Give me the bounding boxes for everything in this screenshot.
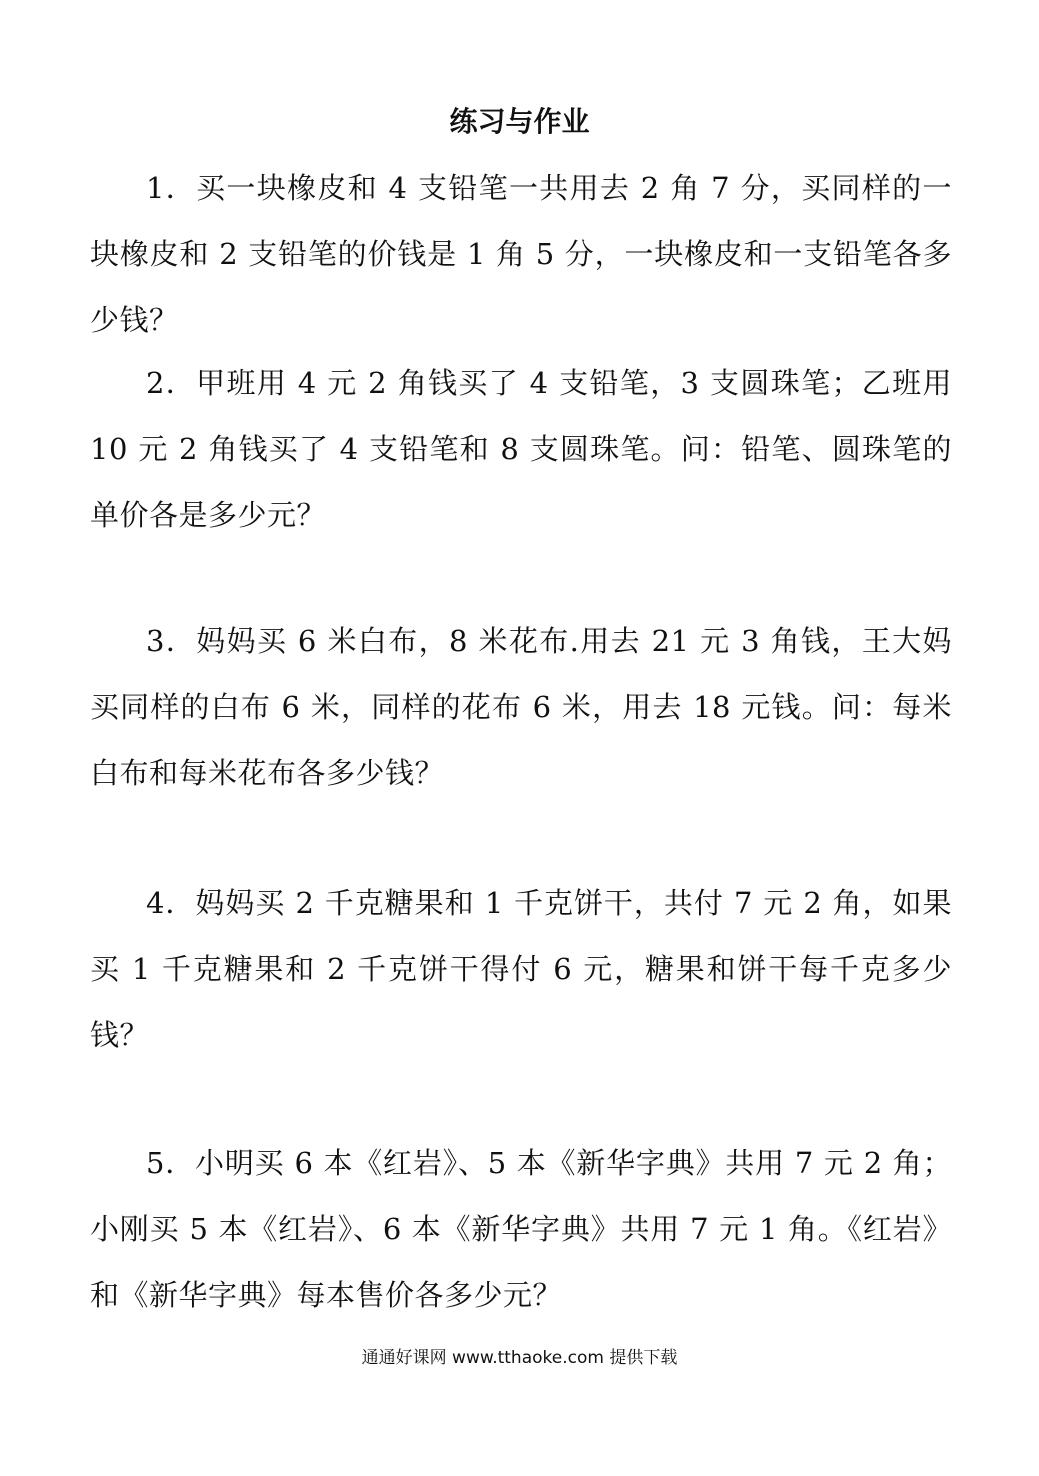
page-title: 练习与作业	[449, 105, 590, 138]
problem-2: 2．甲班用 4 元 2 角钱买了 4 支铅笔，3 支圆珠笔；乙班用 10 元 2 角钱买了 4 支铅笔和 8 支圆珠笔。问：铅笔、圆珠笔的单价各是多少元？	[90, 366, 952, 532]
problem-3: 3．妈妈买 6 米白布，8 米花布.用去 21 元 3 角钱，王大妈买同样的白布 6 米，同样的花布 6 米，用去 18 元钱。问：每米白布和每米花布各多少钱？	[90, 624, 952, 790]
problem-1: 1．买一块橡皮和 4 支铅笔一共用去 2 角 7 分，买同样的一块橡皮和 2 支铅笔的价钱是 1 角 5 分，一块橡皮和一支铅笔各多少钱？	[90, 171, 952, 337]
problem-4: 4．妈妈买 2 千克糖果和 1 千克饼干，共付 7 元 2 角，如果买 1 千克糖果和 2 千克饼干得付 6 元，糖果和饼干每千克多少钱？	[90, 886, 952, 1052]
footer-source: 通通好课网 www.tthaoke.com 提供下载	[361, 1348, 678, 1368]
problem-5: 5．小明买 6 本《红岩》、5 本《新华字典》共用 7 元 2 角；小刚买 5 本《红岩》、6 本《新华字典》共用 7 元 1 角。《红岩》和《新华字典》每本售价各多少元？	[90, 1146, 952, 1312]
